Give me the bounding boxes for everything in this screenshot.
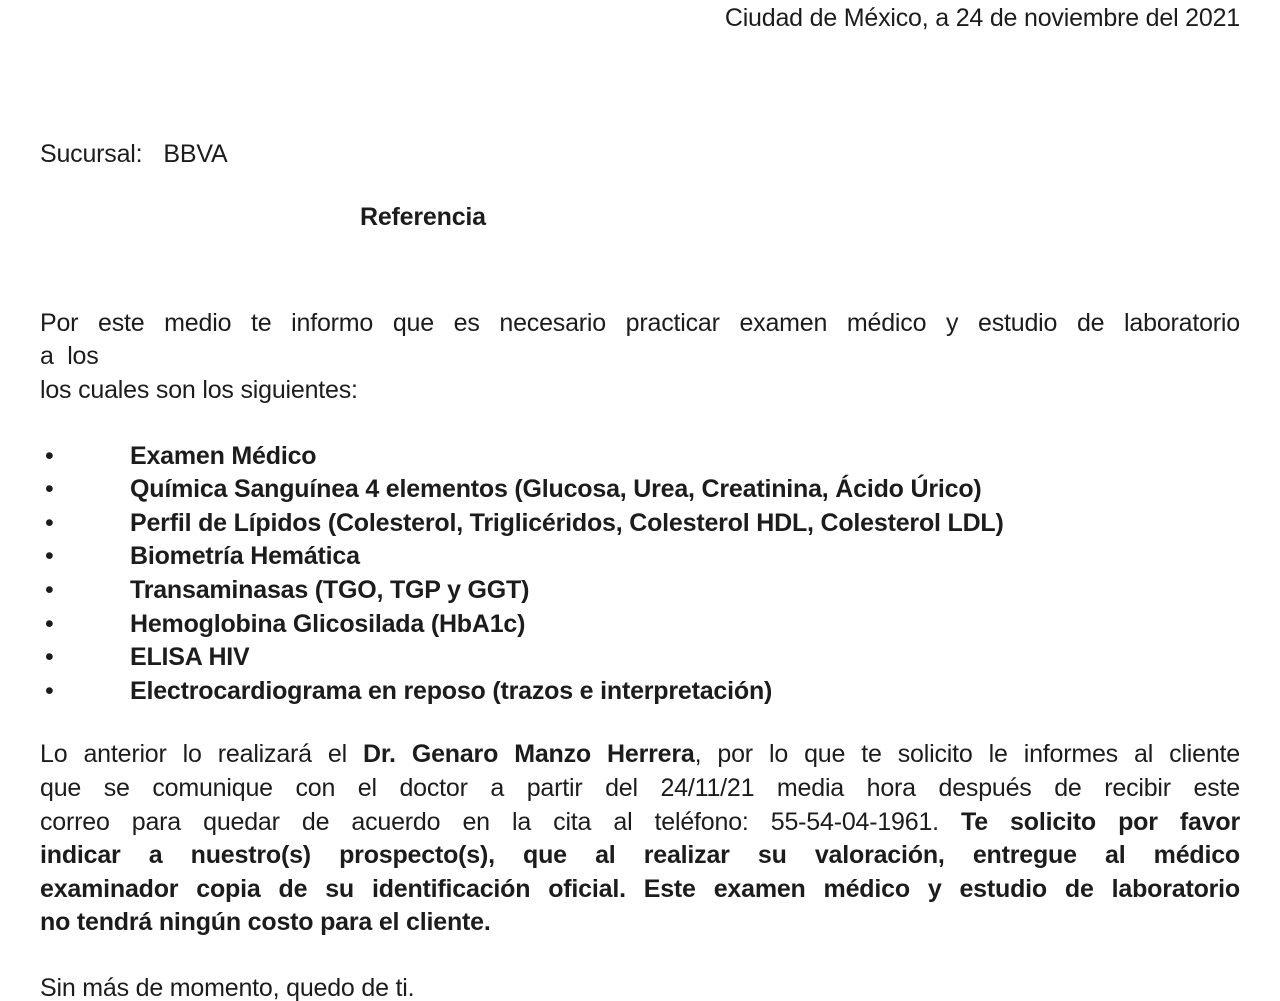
exam-list-item xyxy=(40,675,1240,709)
text-line xyxy=(40,307,1240,341)
branch-value: BBVA xyxy=(163,139,228,168)
exam-item-label: Perfil de Lípidos (Colesterol, Triglicéridos, Colesterol HDL, Colesterol LDL) xyxy=(130,508,1004,537)
text-run: no tendrá ningún costo para el cliente. xyxy=(40,908,491,937)
exam-list-item xyxy=(40,473,1240,507)
exam-list xyxy=(40,440,1240,709)
exam-list-item xyxy=(40,641,1240,675)
text-line xyxy=(40,374,1240,408)
text-line xyxy=(40,772,1240,806)
bullet-icon: • xyxy=(45,542,54,571)
exam-list-item xyxy=(40,440,1240,474)
exam-item-label: Biometría Hemática xyxy=(130,542,360,571)
bullet-icon: • xyxy=(45,575,54,604)
text-run: Te solicito por favor xyxy=(961,807,1241,836)
closing-line: Sin más de momento, quedo de ti. xyxy=(40,973,415,1001)
text-line xyxy=(40,340,1240,374)
exam-item-label: Transaminasas (TGO, TGP y GGT) xyxy=(130,575,530,604)
exam-list-item xyxy=(40,574,1240,608)
text-run: Por este medio te informo que es necesario practicar examen médico y estudio de laboratorio xyxy=(40,308,1240,337)
date-line: Ciudad de México, a 24 de noviembre del 2021 xyxy=(724,4,1240,32)
body-paragraph xyxy=(40,738,1240,940)
bullet-icon: • xyxy=(45,676,54,705)
branch-label: Sucursal: xyxy=(40,139,143,168)
exam-list-item xyxy=(40,540,1240,574)
text-run: Lo anterior lo realizará el xyxy=(40,740,364,769)
exam-item-label: Química Sanguínea 4 elementos (Glucosa, Urea, Creatinina, Ácido Úrico) xyxy=(130,475,982,504)
exam-list-item xyxy=(40,608,1240,642)
exam-item-label: ELISA HIV xyxy=(130,643,250,672)
text-run: los cuales son los siguientes: xyxy=(40,375,358,404)
exam-item-label: Electrocardiograma en reposo (trazos e interpretación) xyxy=(130,676,773,705)
bullet-icon: • xyxy=(45,441,54,470)
bullet-icon: • xyxy=(45,643,54,672)
text-line xyxy=(40,873,1240,907)
text-line xyxy=(40,738,1240,772)
text-run: a los xyxy=(40,342,99,371)
bullet-icon: • xyxy=(45,475,54,504)
text-run: indicar a nuestro(s) prospecto(s), que al realizar su valoración, entregue al médico xyxy=(40,841,1240,870)
text-line xyxy=(40,906,1240,940)
exam-list-item xyxy=(40,507,1240,541)
text-run: Dr. Genaro Manzo Herrera xyxy=(363,740,695,769)
text-run: que se comunique con el doctor a partir del 24/11/21 media hora después de recibir este xyxy=(40,773,1240,802)
text-run: correo para quedar de acuerdo en la cita al teléfono: 55-54-04-1961. xyxy=(40,807,962,836)
text-run: examinador copia de su identificación oficial. Este examen médico y estudio de laboratorio xyxy=(40,874,1240,903)
bullet-icon: • xyxy=(45,609,54,638)
intro-paragraph xyxy=(40,307,1240,408)
exam-item-label: Hemoglobina Glicosilada (HbA1c) xyxy=(130,609,526,638)
text-run: , por lo que te solicito le informes al cliente xyxy=(694,740,1241,769)
branch-line xyxy=(40,138,1240,172)
text-line xyxy=(40,839,1240,873)
text-line xyxy=(40,806,1240,840)
bullet-icon: • xyxy=(45,508,54,537)
exam-item-label: Examen Médico xyxy=(130,441,317,470)
reference-title: Referencia xyxy=(360,203,486,232)
